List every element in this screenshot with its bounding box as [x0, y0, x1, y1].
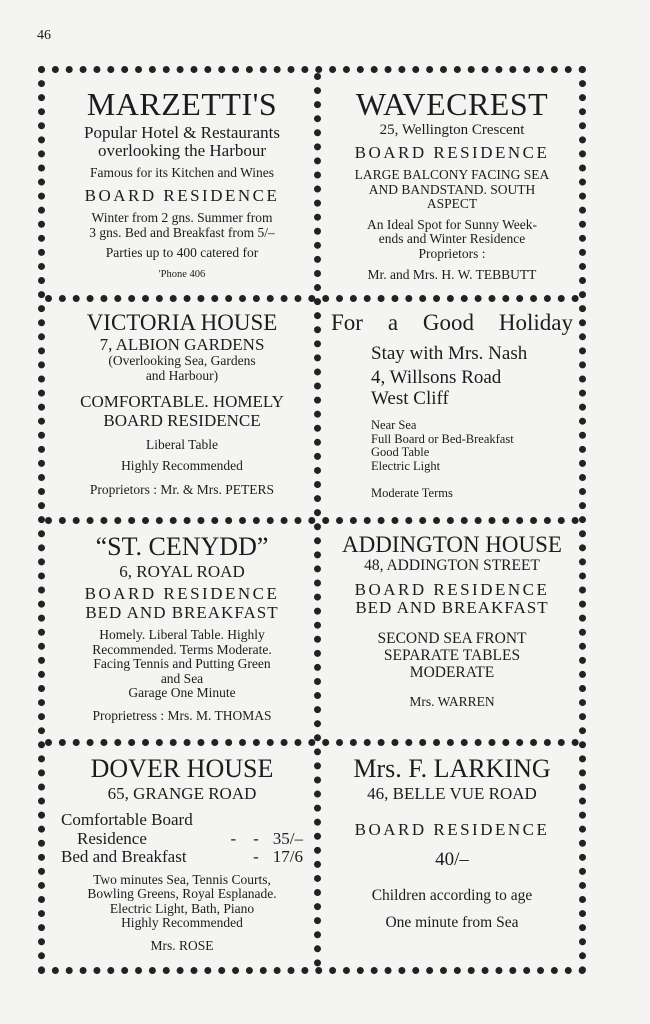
dover-d1: Two minutes Sea, Tennis Courts,	[93, 871, 271, 887]
marzettis-line2: overlooking the Harbour	[97, 140, 267, 160]
dover-address: 65, GRANGE ROAD	[107, 784, 257, 804]
dover-d2: Bowling Greens, Royal Esplanade.	[87, 886, 277, 902]
wavecrest-name: WAVECREST	[355, 86, 549, 122]
cenydd-d3: Facing Tennis and Putting Green	[93, 656, 271, 672]
ad-mrs-larking	[325, 755, 579, 932]
addington-name: ADDINGTON HOUSE	[342, 532, 562, 557]
marzettis-rates2: 3 gns. Bed and Breakfast from 5/–	[89, 224, 275, 240]
wavecrest-feature3: ASPECT	[426, 196, 478, 212]
marzettis-phone: 'Phone 406	[158, 268, 206, 280]
larking-board: BOARD RESIDENCE	[354, 820, 550, 840]
dover-residence-price: 35/–	[272, 828, 303, 848]
cenydd-proprietress: Proprietress : Mrs. M. THOMAS	[92, 708, 272, 724]
horizontal-divider-3	[45, 739, 579, 746]
victoria-overlooking2: and Harbour)	[145, 367, 219, 383]
addington-f3: MODERATE	[409, 663, 495, 681]
cenydd-d5: Garage One Minute	[128, 685, 236, 701]
marzettis-board: BOARD RESIDENCE	[84, 185, 280, 205]
dover-bb-row	[61, 848, 303, 866]
cenydd-board: BOARD RESIDENCE	[84, 584, 280, 604]
nash-feature3: Good Table	[371, 445, 430, 460]
nash-feature2: Full Board or Bed-Breakfast	[371, 431, 514, 446]
wavecrest-feature1: LARGE BALCONY FACING SEA	[354, 167, 550, 183]
dover-bb-dash: -	[253, 847, 259, 867]
larking-children: Children according to age	[371, 887, 533, 905]
addington-proprietor: Mrs. WARREN	[409, 694, 495, 710]
page-number: 46	[37, 28, 51, 43]
addington-address: 48, ADDINGTON STREET	[364, 556, 540, 574]
nash-headline: For a Good Holiday	[331, 310, 573, 335]
marzettis-line3: Famous for its Kitchen and Wines	[89, 165, 275, 181]
wavecrest-address: 25, Wellington Crescent	[379, 121, 525, 138]
dover-bb-label: Bed and Breakfast	[61, 847, 187, 867]
victoria-table: Liberal Table	[146, 437, 218, 453]
horizontal-divider-1	[45, 295, 579, 302]
wavecrest-feature2: AND BANDSTAND. SOUTH	[368, 181, 536, 197]
ad-st-cenydd	[55, 533, 309, 724]
dover-d4: Highly Recommended	[121, 915, 243, 931]
larking-price: 40/–	[435, 848, 469, 870]
larking-sea: One minute from Sea	[385, 914, 519, 932]
cenydd-d1: Homely. Liberal Table. Highly	[99, 627, 265, 643]
ad-marzettis	[55, 87, 309, 280]
nash-stay: Stay with Mrs. Nash	[371, 342, 528, 364]
addington-bb: BED AND BREAKFAST	[355, 597, 549, 617]
wavecrest-spot1: An Ideal Spot for Sunny Week-	[366, 216, 537, 232]
addington-f2: SEPARATE TABLES	[383, 647, 521, 665]
ad-dover-house	[55, 755, 309, 953]
marzettis-rates1: Winter from 2 gns. Summer from	[91, 210, 273, 226]
ad-mrs-nash	[325, 311, 579, 501]
marzettis-parties: Parties up to 400 catered for	[105, 245, 259, 261]
dover-bb-price: 17/6	[272, 847, 303, 867]
ad-victoria-house	[55, 311, 309, 498]
dover-residence-label: Residence	[77, 828, 147, 848]
nash-address: 4, Willsons Road	[371, 367, 502, 389]
advertisement-page-frame	[38, 66, 586, 974]
victoria-board: BOARD RESIDENCE	[103, 410, 261, 430]
addington-f1: SECOND SEA FRONT	[377, 630, 527, 648]
ad-addington-house	[325, 533, 579, 710]
cenydd-d2: Recommended. Terms Moderate.	[92, 641, 272, 657]
wavecrest-proprietors: Mr. and Mrs. H. W. TEBBUTT	[367, 266, 537, 282]
victoria-recommended: Highly Recommended	[121, 457, 243, 473]
nash-feature4: Electric Light	[371, 458, 441, 473]
nash-feature1: Near Sea	[371, 418, 417, 433]
cenydd-name: “ST. CENYDD”	[95, 532, 269, 561]
addington-board: BOARD RESIDENCE	[354, 579, 550, 599]
wavecrest-proprietors-label: Proprietors :	[418, 245, 486, 261]
cenydd-d4: and Sea	[160, 670, 204, 686]
nash-area: West Cliff	[371, 387, 449, 409]
larking-name: Mrs. F. LARKING	[353, 754, 551, 783]
wavecrest-board: BOARD RESIDENCE	[354, 142, 550, 162]
horizontal-divider-2	[45, 517, 579, 524]
dover-name: DOVER HOUSE	[90, 754, 274, 783]
marzettis-line1: Popular Hotel & Restaurants	[84, 122, 280, 142]
cenydd-address: 6, ROYAL ROAD	[119, 562, 245, 582]
cenydd-bb: BED AND BREAKFAST	[85, 602, 279, 622]
victoria-proprietors: Proprietors : Mr. & Mrs. PETERS	[89, 482, 275, 498]
victoria-address: 7, ALBION GARDENS	[99, 334, 265, 354]
victoria-comfortable: COMFORTABLE. HOMELY	[80, 392, 284, 412]
marzettis-name: MARZETTI'S	[86, 86, 278, 122]
wavecrest-spot2: ends and Winter Residence	[378, 231, 526, 247]
victoria-name: VICTORIA HOUSE	[86, 310, 278, 335]
larking-address: 46, BELLE VUE ROAD	[367, 784, 537, 804]
dover-residence-row	[61, 830, 303, 848]
dover-proprietor: Mrs. ROSE	[150, 937, 214, 953]
ad-wavecrest	[325, 87, 579, 282]
victoria-overlooking1: (Overlooking Sea, Gardens	[108, 353, 256, 369]
dover-comfortable: Comfortable Board	[61, 810, 193, 830]
nash-terms: Moderate Terms	[371, 486, 453, 501]
dover-residence-dash: - -	[230, 828, 259, 848]
dover-d3: Electric Light, Bath, Piano	[109, 900, 255, 916]
